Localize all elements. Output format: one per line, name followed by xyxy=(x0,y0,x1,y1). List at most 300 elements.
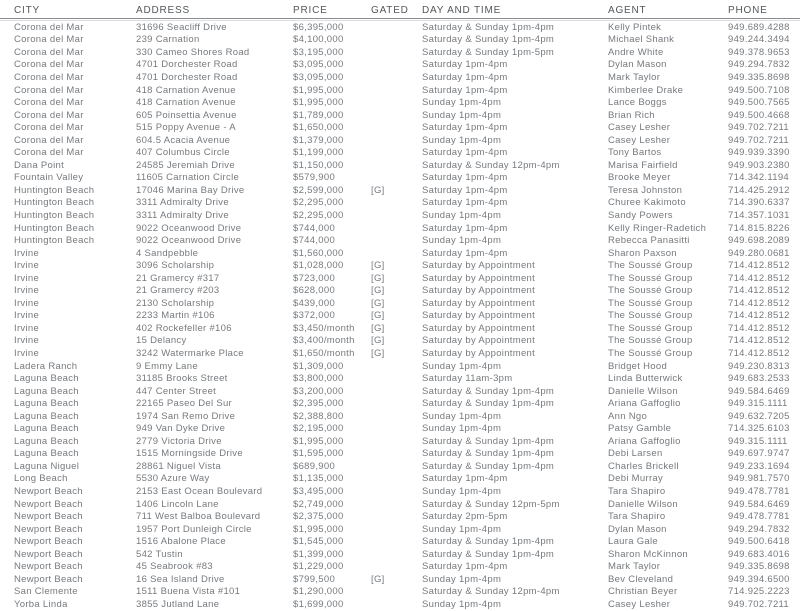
cell-agent: Ariana Gaffoglio xyxy=(608,398,681,410)
cell-phone: 949.584.6469 xyxy=(728,385,790,397)
cell-price: $1,199,000 xyxy=(293,147,344,159)
cell-agent: The Soussé Group xyxy=(608,297,693,309)
cell-address: 605 Poinsettia Avenue xyxy=(136,109,237,121)
cell-agent: Casey Lesher xyxy=(608,598,671,610)
table-row xyxy=(0,510,800,523)
cell-price: $799,500 xyxy=(293,573,336,585)
cell-phone: 714.412.8512 xyxy=(728,285,790,297)
cell-address: 604.5 Acacia Avenue xyxy=(136,134,231,146)
cell-city: Corona del Mar xyxy=(14,59,84,71)
cell-city: Newport Beach xyxy=(14,523,83,535)
cell-city: Corona del Mar xyxy=(14,34,84,46)
cell-gated: [G] xyxy=(371,285,385,297)
cell-address: 447 Center Street xyxy=(136,385,217,397)
cell-phone: 949.702.7211 xyxy=(728,122,790,134)
cell-phone: 714.412.8512 xyxy=(728,272,790,284)
cell-city: Corona del Mar xyxy=(14,46,84,58)
cell-price: $2,195,000 xyxy=(293,423,344,435)
cell-city: Newport Beach xyxy=(14,536,83,548)
cell-price: $579,900 xyxy=(293,172,336,184)
cell-agent: Brooke Meyer xyxy=(608,172,671,184)
cell-phone: 949.478.7781 xyxy=(728,486,790,497)
cell-address: 330 Cameo Shores Road xyxy=(136,46,250,58)
cell-address: 31185 Brooks Street xyxy=(136,373,228,385)
cell-city: Corona del Mar xyxy=(14,134,84,146)
column-header-gated: GATED xyxy=(371,5,409,16)
cell-day-and-time: Saturday 1pm-4pm xyxy=(422,247,508,259)
cell-agent: The Soussé Group xyxy=(608,272,693,284)
table-row xyxy=(0,84,800,97)
table-row xyxy=(0,172,800,185)
table-row xyxy=(0,360,800,373)
cell-price: $1,699,000 xyxy=(293,598,344,610)
cell-price: $6,395,000 xyxy=(293,21,344,33)
cell-phone: 949.478.7781 xyxy=(728,511,790,523)
cell-agent: Dylan Mason xyxy=(608,59,667,71)
cell-day-and-time: Sunday 1pm-4pm xyxy=(422,573,502,585)
cell-phone: 714.325.6103 xyxy=(728,423,790,435)
cell-phone: 949.632.7205 xyxy=(728,410,790,422)
column-header-price: PRICE xyxy=(293,5,328,16)
table-row xyxy=(0,234,800,247)
cell-price: $1,995,000 xyxy=(293,84,344,96)
cell-address: 15 Delancy xyxy=(136,335,187,347)
cell-city: Corona del Mar xyxy=(14,97,84,109)
cell-phone: 949.294.7832 xyxy=(728,59,790,71)
cell-price: $2,388,800 xyxy=(293,410,344,422)
cell-phone: 949.315.1111 xyxy=(728,435,788,447)
table-row xyxy=(0,146,800,159)
cell-phone: 949.981.7570 xyxy=(728,473,790,485)
cell-phone: 714.412.8512 xyxy=(728,347,790,359)
cell-city: Newport Beach xyxy=(14,561,83,573)
table-body xyxy=(0,20,800,611)
cell-price: $1,545,000 xyxy=(293,536,344,548)
table-row xyxy=(0,498,800,511)
cell-phone: 949.280.0681 xyxy=(728,247,790,259)
table-row xyxy=(0,109,800,122)
cell-city: Irvine xyxy=(14,297,40,309)
cell-day-and-time: Sunday 1pm-4pm xyxy=(422,209,502,221)
cell-city: Corona del Mar xyxy=(14,21,84,33)
cell-city: Irvine xyxy=(14,335,40,347)
cell-city: Newport Beach xyxy=(14,548,83,560)
table-row xyxy=(0,21,800,34)
cell-city: Newport Beach xyxy=(14,511,83,523)
cell-day-and-time: Saturday 1pm-4pm xyxy=(422,561,508,573)
cell-day-and-time: Saturday & Sunday 1pm-4pm xyxy=(422,548,555,560)
cell-phone: 949.233.1694 xyxy=(728,460,790,472)
column-header-address: ADDRESS xyxy=(136,5,190,16)
cell-price: $1,995,000 xyxy=(293,97,344,109)
cell-agent: Charles Brickell xyxy=(608,460,679,472)
cell-address: 9 Emmy Lane xyxy=(136,360,198,372)
cell-day-and-time: Sunday 1pm-4pm xyxy=(422,360,502,372)
cell-address: 16 Sea Island Drive xyxy=(136,573,225,585)
cell-city: Irvine xyxy=(14,322,40,334)
cell-address: 239 Carnation xyxy=(136,34,200,46)
cell-city: Huntington Beach xyxy=(14,209,95,221)
cell-day-and-time: Sunday 1pm-4pm xyxy=(422,109,502,121)
table-row xyxy=(0,46,800,59)
cell-phone: 949.939.3390 xyxy=(728,147,790,159)
cell-price: $1,028,000 xyxy=(293,260,344,272)
cell-agent: Bridget Hood xyxy=(608,360,668,372)
cell-day-and-time: Saturday & Sunday 1pm-4pm xyxy=(422,385,555,397)
cell-price: $744,000 xyxy=(293,235,336,247)
cell-price: $1,995,000 xyxy=(293,523,344,535)
cell-agent: Christian Beyer xyxy=(608,586,678,598)
cell-address: 3096 Scholarship xyxy=(136,260,215,272)
cell-day-and-time: Saturday & Sunday 12pm-4pm xyxy=(422,586,560,598)
cell-city: San Clemente xyxy=(14,586,78,598)
cell-address: 1511 Buena Vista #101 xyxy=(136,586,241,598)
cell-city: Laguna Beach xyxy=(14,423,79,435)
table-row xyxy=(0,121,800,134)
cell-agent: Tony Bartos xyxy=(608,147,662,159)
cell-agent: Debi Murray xyxy=(608,473,664,485)
cell-day-and-time: Saturday 1pm-4pm xyxy=(422,59,508,71)
cell-price: $2,749,000 xyxy=(293,498,344,510)
cell-address: 418 Carnation Avenue xyxy=(136,84,236,96)
cell-day-and-time: Sunday 1pm-4pm xyxy=(422,423,502,435)
cell-day-and-time: Saturday & Sunday 1pm-4pm xyxy=(422,448,555,460)
cell-city: Corona del Mar xyxy=(14,84,84,96)
cell-price: $3,495,000 xyxy=(293,486,344,497)
cell-phone: 949.335.8698 xyxy=(728,561,790,573)
cell-phone: 714.412.8512 xyxy=(728,297,790,309)
cell-city: Irvine xyxy=(14,285,40,297)
cell-price: $1,789,000 xyxy=(293,109,344,121)
cell-day-and-time: Saturday & Sunday 1pm-4pm xyxy=(422,398,555,410)
table-row xyxy=(0,284,800,297)
cell-price: $3,095,000 xyxy=(293,71,344,83)
cell-price: $3,095,000 xyxy=(293,59,344,71)
cell-phone: 949.230.8313 xyxy=(728,360,790,372)
cell-agent: The Soussé Group xyxy=(608,285,693,297)
cell-agent: The Soussé Group xyxy=(608,310,693,322)
cell-agent: Ann Ngo xyxy=(608,410,648,422)
cell-agent: Kelly Pintek xyxy=(608,21,662,33)
cell-address: 402 Rockefeller #106 xyxy=(136,322,232,334)
cell-phone: 714.342.1194 xyxy=(728,172,790,184)
table-row xyxy=(0,561,800,574)
cell-address: 5530 Azure Way xyxy=(136,473,210,485)
cell-agent: Casey Lesher xyxy=(608,134,671,146)
cell-price: $1,399,000 xyxy=(293,548,344,560)
cell-day-and-time: Sunday 1pm-4pm xyxy=(422,523,502,535)
cell-city: Newport Beach xyxy=(14,573,83,585)
cell-phone: 949.335.8698 xyxy=(728,71,790,83)
table-row xyxy=(0,523,800,536)
cell-day-and-time: Saturday by Appointment xyxy=(422,310,536,322)
table-row xyxy=(0,59,800,72)
cell-city: Irvine xyxy=(14,260,40,272)
table-row xyxy=(0,586,800,599)
cell-city: Ladera Ranch xyxy=(14,360,78,372)
table-row xyxy=(0,34,800,47)
cell-price: $1,150,000 xyxy=(293,159,344,171)
cell-city: Laguna Niguel xyxy=(14,460,80,472)
table-row xyxy=(0,423,800,436)
cell-day-and-time: Saturday 1pm-4pm xyxy=(422,122,508,134)
cell-city: Irvine xyxy=(14,272,40,284)
column-header-day-and-time: DAY AND TIME xyxy=(422,5,502,16)
table-row xyxy=(0,598,800,611)
cell-price: $3,400/month xyxy=(293,335,355,347)
cell-price: $3,200,000 xyxy=(293,385,344,397)
table-row xyxy=(0,335,800,348)
cell-city: Huntington Beach xyxy=(14,197,95,209)
cell-address: 1406 Lincoln Lane xyxy=(136,498,219,510)
cell-day-and-time: Saturday & Sunday 12pm-5pm xyxy=(422,498,560,510)
cell-day-and-time: Saturday & Sunday 12pm-4pm xyxy=(422,159,560,171)
cell-day-and-time: Saturday by Appointment xyxy=(422,335,536,347)
cell-phone: 949.378.9653 xyxy=(728,46,790,58)
cell-address: 418 Carnation Avenue xyxy=(136,97,236,109)
cell-price: $3,450/month xyxy=(293,322,355,334)
cell-day-and-time: Saturday 2pm-5pm xyxy=(422,511,508,523)
cell-address: 3311 Admiralty Drive xyxy=(136,209,229,221)
cell-agent: The Soussé Group xyxy=(608,260,693,272)
cell-price: $1,379,000 xyxy=(293,134,344,146)
cell-address: 9022 Oceanwood Drive xyxy=(136,235,242,247)
cell-city: Long Beach xyxy=(14,473,68,485)
cell-day-and-time: Saturday & Sunday 1pm-5pm xyxy=(422,46,555,58)
cell-day-and-time: Saturday & Sunday 1pm-4pm xyxy=(422,460,555,472)
cell-address: 515 Poppy Avenue - A xyxy=(136,122,236,134)
cell-address: 4 Sandpebble xyxy=(136,247,199,259)
cell-price: $2,599,000 xyxy=(293,184,344,196)
table-row xyxy=(0,347,800,360)
cell-address: 1515 Morningside Drive xyxy=(136,448,243,460)
cell-agent: Teresa Johnston xyxy=(608,184,683,196)
cell-address: 17046 Marina Bay Drive xyxy=(136,184,245,196)
table-row xyxy=(0,322,800,335)
cell-agent: Andre White xyxy=(608,46,664,58)
cell-price: $1,560,000 xyxy=(293,247,344,259)
cell-address: 1957 Port Dunleigh Circle xyxy=(136,523,252,535)
table-row xyxy=(0,96,800,109)
column-header-agent: AGENT xyxy=(608,5,647,16)
cell-address: 2233 Martin #106 xyxy=(136,310,215,322)
cell-address: 3855 Jutland Lane xyxy=(136,598,220,610)
cell-phone: 714.925.2223 xyxy=(728,586,790,598)
cell-address: 4701 Dorchester Road xyxy=(136,71,238,83)
cell-agent: Dylan Mason xyxy=(608,523,667,535)
table-row xyxy=(0,385,800,398)
cell-day-and-time: Saturday 1pm-4pm xyxy=(422,197,508,209)
table-row xyxy=(0,485,800,498)
table-row xyxy=(0,71,800,84)
cell-agent: Rebecca Panasitti xyxy=(608,235,690,247)
cell-address: 9022 Oceanwood Drive xyxy=(136,222,242,234)
cell-price: $2,295,000 xyxy=(293,209,344,221)
cell-address: 22165 Paseo Del Sur xyxy=(136,398,233,410)
table-row xyxy=(0,209,800,222)
cell-city: Laguna Beach xyxy=(14,398,79,410)
table-row xyxy=(0,473,800,486)
cell-city: Irvine xyxy=(14,310,40,322)
cell-day-and-time: Sunday 1pm-4pm xyxy=(422,134,502,146)
cell-day-and-time: Saturday 1pm-4pm xyxy=(422,147,508,159)
cell-address: 2153 East Ocean Boulevard xyxy=(136,486,263,497)
cell-address: 407 Columbus Circle xyxy=(136,147,230,159)
cell-phone: 949.698.2089 xyxy=(728,235,790,247)
cell-city: Corona del Mar xyxy=(14,71,84,83)
cell-price: $3,195,000 xyxy=(293,46,344,58)
cell-gated: [G] xyxy=(371,573,385,585)
cell-gated: [G] xyxy=(371,260,385,272)
cell-agent: The Soussé Group xyxy=(608,322,693,334)
cell-gated: [G] xyxy=(371,335,385,347)
cell-phone: 949.689.4288 xyxy=(728,21,790,33)
cell-city: Laguna Beach xyxy=(14,410,79,422)
cell-phone: 949.394.6500 xyxy=(728,573,790,585)
cell-price: $1,595,000 xyxy=(293,448,344,460)
table-row xyxy=(0,247,800,260)
cell-price: $744,000 xyxy=(293,222,336,234)
cell-agent: Ariana Gaffoglio xyxy=(608,435,681,447)
cell-agent: Patsy Gamble xyxy=(608,423,672,435)
cell-price: $439,000 xyxy=(293,297,336,309)
table-row xyxy=(0,548,800,561)
table-row xyxy=(0,573,800,586)
cell-price: $4,100,000 xyxy=(293,34,344,46)
cell-city: Yorba Linda xyxy=(14,598,68,610)
cell-address: 3311 Admiralty Drive xyxy=(136,197,229,209)
cell-address: 542 Tustin xyxy=(136,548,183,560)
cell-phone: 714.357.1031 xyxy=(728,209,790,221)
cell-phone: 714.412.8512 xyxy=(728,260,790,272)
cell-phone: 949.500.4668 xyxy=(728,109,790,121)
cell-city: Laguna Beach xyxy=(14,385,79,397)
table-row xyxy=(0,272,800,285)
table-row xyxy=(0,222,800,235)
cell-phone: 949.315.1111 xyxy=(728,398,788,410)
cell-phone: 949.244.3494 xyxy=(728,34,790,46)
table-row xyxy=(0,297,800,310)
column-header-city: CITY xyxy=(14,5,40,16)
cell-address: 31696 Seacliff Drive xyxy=(136,21,227,33)
cell-price: $2,295,000 xyxy=(293,197,344,209)
cell-address: 711 West Balboa Boulevard xyxy=(136,511,261,523)
cell-day-and-time: Saturday 1pm-4pm xyxy=(422,184,508,196)
cell-phone: 949.697.9747 xyxy=(728,448,790,460)
cell-day-and-time: Saturday & Sunday 1pm-4pm xyxy=(422,21,555,33)
table-header xyxy=(0,0,800,19)
table-row xyxy=(0,460,800,473)
cell-address: 1974 San Remo Drive xyxy=(136,410,236,422)
cell-price: $2,395,000 xyxy=(293,398,344,410)
cell-city: Corona del Mar xyxy=(14,147,84,159)
table-row xyxy=(0,448,800,461)
cell-day-and-time: Sunday 1pm-4pm xyxy=(422,410,502,422)
table-row xyxy=(0,184,800,197)
cell-agent: Danielle Wilson xyxy=(608,385,678,397)
cell-gated: [G] xyxy=(371,322,385,334)
cell-agent: Brian Rich xyxy=(608,109,655,121)
cell-phone: 949.702.7211 xyxy=(728,598,790,610)
cell-phone: 949.683.2533 xyxy=(728,373,790,385)
cell-agent: Casey Lesher xyxy=(608,122,671,134)
cell-day-and-time: Sunday 1pm-4pm xyxy=(422,598,502,610)
cell-phone: 714.425.2912 xyxy=(728,184,790,196)
cell-address: 949 Van Dyke Drive xyxy=(136,423,226,435)
cell-city: Fountain Valley xyxy=(14,172,84,184)
cell-agent: Bev Cleveland xyxy=(608,573,674,585)
cell-address: 45 Seabrook #83 xyxy=(136,561,213,573)
cell-day-and-time: Saturday 1pm-4pm xyxy=(422,71,508,83)
cell-city: Newport Beach xyxy=(14,498,83,510)
cell-address: 2779 Victoria Drive xyxy=(136,435,222,447)
table-row xyxy=(0,134,800,147)
cell-phone: 714.412.8512 xyxy=(728,322,790,334)
cell-agent: Churee Kakimoto xyxy=(608,197,686,209)
cell-day-and-time: Saturday & Sunday 1pm-4pm xyxy=(422,435,555,447)
cell-phone: 949.584.6469 xyxy=(728,498,790,510)
cell-price: $1,290,000 xyxy=(293,586,344,598)
cell-phone: 714.815.8226 xyxy=(728,222,790,234)
cell-address: 28861 Niguel Vista xyxy=(136,460,221,472)
cell-address: 1516 Abalone Place xyxy=(136,536,226,548)
cell-agent: Sharon Paxson xyxy=(608,247,677,259)
cell-city: Irvine xyxy=(14,247,40,259)
cell-day-and-time: Saturday by Appointment xyxy=(422,285,536,297)
cell-price: $2,375,000 xyxy=(293,511,344,523)
cell-phone: 949.294.7832 xyxy=(728,523,790,535)
cell-price: $1,309,000 xyxy=(293,360,344,372)
cell-city: Laguna Beach xyxy=(14,448,79,460)
cell-agent: Linda Butterwick xyxy=(608,373,683,385)
cell-agent: Debi Larsen xyxy=(608,448,663,460)
cell-gated: [G] xyxy=(371,184,385,196)
table-row xyxy=(0,535,800,548)
cell-agent: Lance Boggs xyxy=(608,97,667,109)
cell-agent: Kelly Ringer-Radetich xyxy=(608,222,707,234)
cell-address: 21 Gramercy #203 xyxy=(136,285,220,297)
cell-day-and-time: Saturday 1pm-4pm xyxy=(422,84,508,96)
table-row xyxy=(0,435,800,448)
cell-city: Laguna Beach xyxy=(14,435,79,447)
cell-gated: [G] xyxy=(371,310,385,322)
cell-agent: Laura Gale xyxy=(608,536,659,548)
cell-day-and-time: Saturday 1pm-4pm xyxy=(422,222,508,234)
cell-address: 21 Gramercy #317 xyxy=(136,272,220,284)
cell-day-and-time: Saturday by Appointment xyxy=(422,260,536,272)
cell-agent: Tara Shapiro xyxy=(608,486,666,497)
cell-address: 3242 Watermarke Place xyxy=(136,347,244,359)
cell-agent: Danielle Wilson xyxy=(608,498,678,510)
cell-phone: 949.500.7108 xyxy=(728,84,790,96)
cell-agent: The Soussé Group xyxy=(608,347,693,359)
table-row xyxy=(0,197,800,210)
cell-agent: Sharon McKinnon xyxy=(608,548,689,560)
cell-gated: [G] xyxy=(371,297,385,309)
cell-day-and-time: Sunday 1pm-4pm xyxy=(422,235,502,247)
cell-phone: 949.500.7565 xyxy=(728,97,790,109)
table-row xyxy=(0,372,800,385)
cell-city: Huntington Beach xyxy=(14,235,95,247)
cell-agent: Marisa Fairfield xyxy=(608,159,678,171)
cell-day-and-time: Saturday by Appointment xyxy=(422,347,536,359)
cell-gated: [G] xyxy=(371,347,385,359)
cell-city: Huntington Beach xyxy=(14,222,95,234)
cell-gated: [G] xyxy=(371,272,385,284)
cell-price: $3,800,000 xyxy=(293,373,344,385)
table-row xyxy=(0,259,800,272)
cell-price: $372,000 xyxy=(293,310,336,322)
